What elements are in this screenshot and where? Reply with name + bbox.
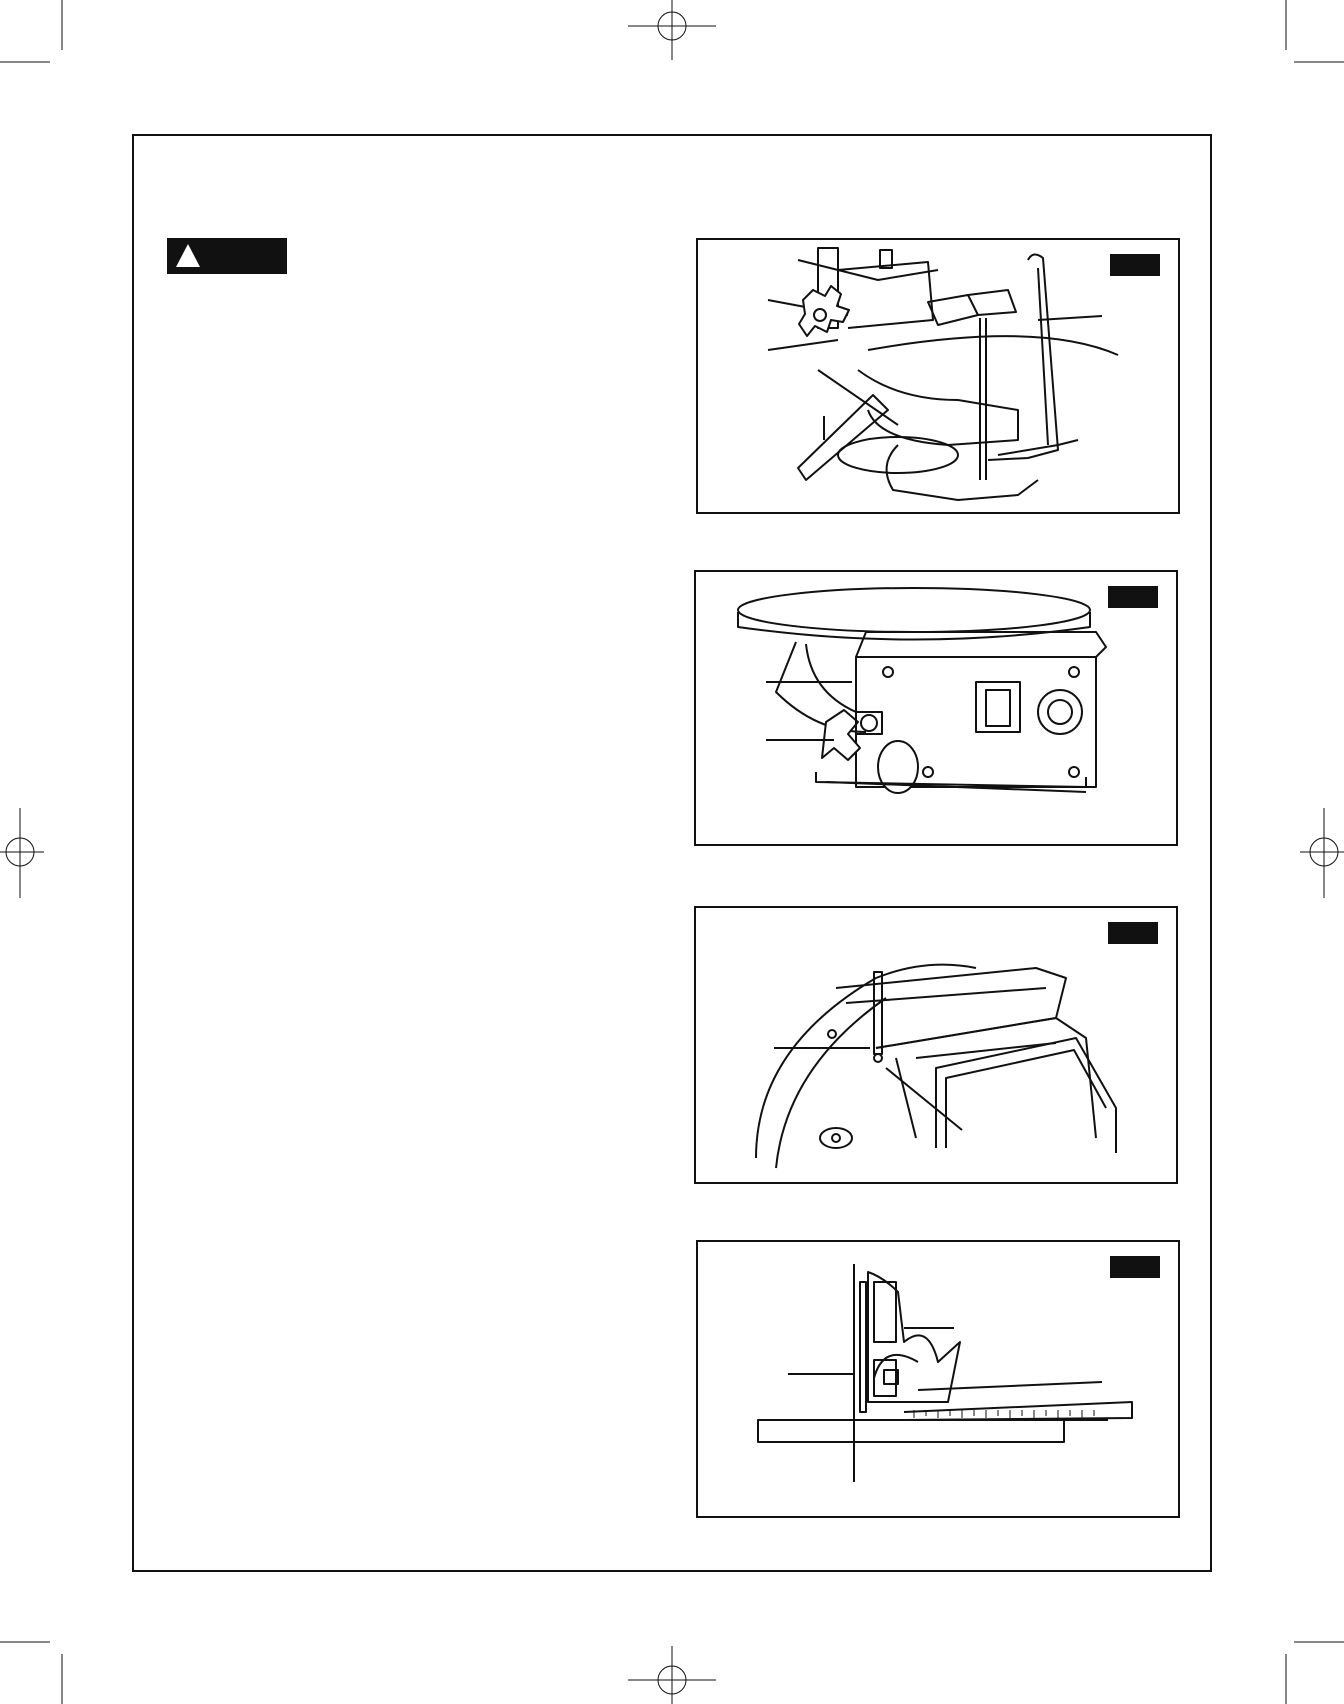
figure-2-table-bevel xyxy=(694,570,1178,846)
figure-4-illustration xyxy=(698,1242,1182,1520)
figure-4-square-check xyxy=(696,1240,1180,1518)
warning-triangle-icon xyxy=(173,241,203,271)
figure-2-illustration xyxy=(696,572,1180,848)
figure-1-blade-guard xyxy=(696,238,1180,514)
figure-3-stop-screw xyxy=(694,906,1178,1184)
figure-1-illustration xyxy=(698,240,1182,516)
figure-3-illustration xyxy=(696,908,1180,1186)
warning-banner xyxy=(167,238,287,274)
